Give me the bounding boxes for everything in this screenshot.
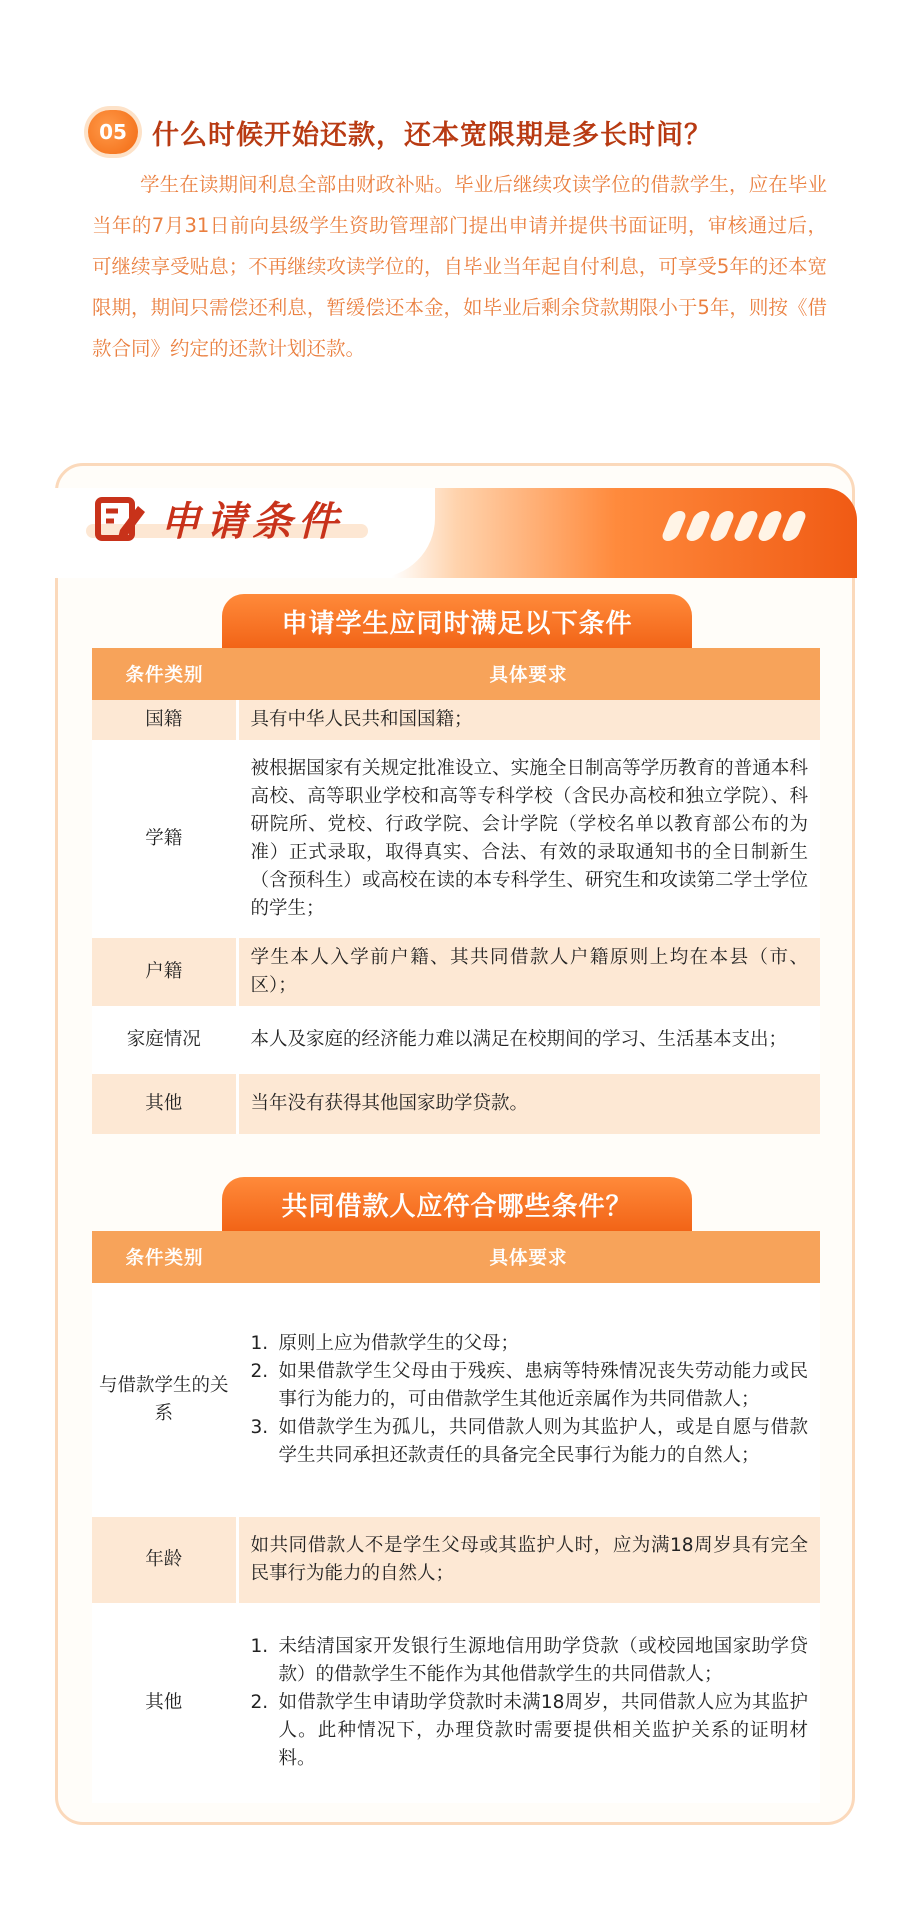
edit-document-icon — [94, 494, 150, 546]
row-requirement — [237, 1283, 820, 1517]
row-category: 国籍 — [92, 700, 237, 740]
table-row — [92, 700, 820, 740]
row-category: 学籍 — [92, 740, 237, 938]
list-item: 2. 如借款学生申请助学贷款时未满18周岁，共同借款人应为其监护人。此种情况下，办理贷款时需要提供相关监护关系的证明材料。 — [250, 1692, 808, 1769]
list-item: 2. 如果借款学生父母由于残疾、患病等特殊情况丧失劳动能力或民事行为能力的，可由借款学生其他近亲属作为共同借款人； — [250, 1361, 808, 1410]
row-category: 其他 — [92, 1074, 237, 1134]
question-title: 什么时候开始还款，还本宽限期是多长时间？ — [152, 119, 712, 151]
row-requirement — [237, 1603, 820, 1803]
table-row — [92, 740, 820, 938]
column-header-category: 条件类别 — [92, 648, 237, 700]
row-category: 年龄 — [92, 1517, 237, 1603]
student-conditions-table — [92, 648, 820, 1134]
relation-list — [251, 1330, 809, 1470]
table-row — [92, 1074, 820, 1134]
column-header-requirement: 具体要求 — [237, 1231, 820, 1283]
row-requirement: 当年没有获得其他国家助学贷款。 — [237, 1074, 820, 1134]
row-requirement: 被根据国家有关规定批准设立、实施全日制高等学历教育的普通本科高校、高等职业学校和高等专科学校（含民办高校和独立学院）、科研院所、党校、行政学院、会计学院（学校名单以教育部公布的为准）正式录取，取得真实、合法、有效的录取通知书的全日制新生（含预科生）或高校在读的本专科学生、研究生和攻读第二学士学位的学生； — [237, 740, 820, 938]
table-header-row — [92, 1231, 820, 1283]
row-requirement: 具有中华人民共和国国籍； — [237, 700, 820, 740]
column-header-requirement: 具体要求 — [237, 648, 820, 700]
question-answer: 学生在读期间利息全部由财政补贴。毕业后继续攻读学位的借款学生，应在毕业当年的7月31日前向县级学生资助管理部门提出申请并提供书面证明，审核通过后，可继续享受贴息；不再继续攻读学位的，自毕业当年起自付利息，可享受5年的还本宽限期，期间只需偿还利息，暂缓偿还本金，如毕业后剩余贷款期限小于5年，则按《借款合同》约定的还款计划还款。 — [92, 173, 827, 360]
row-category: 其他 — [92, 1603, 237, 1803]
section-title: 申请条件 — [160, 499, 344, 545]
table-row — [92, 938, 820, 1006]
table-row — [92, 1006, 820, 1074]
coborrower-conditions-table — [92, 1231, 820, 1803]
table-header-row — [92, 648, 820, 700]
student-conditions-heading: 申请学生应同时满足以下条件 — [222, 594, 692, 648]
row-requirement: 学生本人入学前户籍、其共同借款人户籍原则上均在本县（市、区）； — [237, 938, 820, 1006]
row-category: 户籍 — [92, 938, 237, 1006]
question-number-badge: 05 — [88, 110, 138, 154]
question-header — [88, 110, 712, 154]
list-item: 1. 原则上应为借款学生的父母； — [250, 1333, 520, 1354]
row-category: 与借款学生的关系 — [92, 1283, 237, 1517]
table-row — [92, 1517, 820, 1603]
other-list — [251, 1633, 809, 1773]
table-row — [92, 1283, 820, 1517]
row-category: 家庭情况 — [92, 1006, 237, 1074]
coborrower-conditions-heading: 共同借款人应符合哪些条件？ — [222, 1177, 692, 1231]
list-item: 3. 如借款学生为孤儿，共同借款人则为其监护人，或是自愿与借款学生共同承担还款责任的具备完全民事行为能力的自然人； — [250, 1417, 808, 1466]
row-requirement: 如共同借款人不是学生父母或其监护人时，应为满18周岁具有完全民事行为能力的自然人； — [237, 1517, 820, 1603]
column-header-category: 条件类别 — [92, 1231, 237, 1283]
row-requirement: 本人及家庭的经济能力难以满足在校期间的学习、生活基本支出； — [237, 1006, 820, 1074]
list-item: 1. 未结清国家开发银行生源地信用助学贷款（或校园地国家助学贷款）的借款学生不能作为其他借款学生的共同借款人； — [250, 1636, 808, 1685]
table-row — [92, 1603, 820, 1803]
decorative-stripes — [666, 511, 802, 541]
